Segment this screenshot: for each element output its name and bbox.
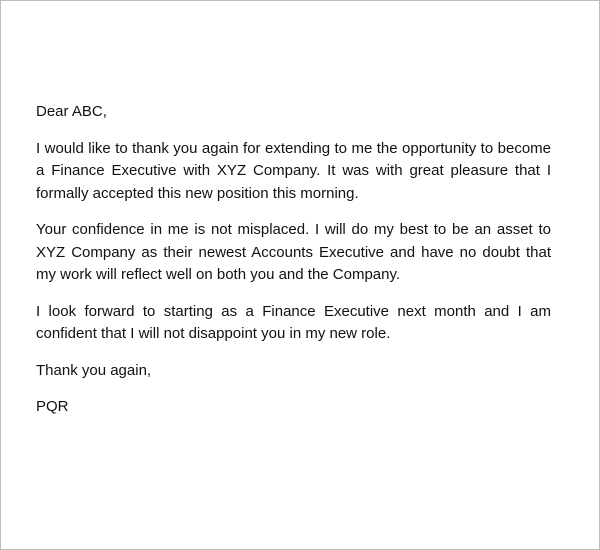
letter-paragraph-2: Your confidence in me is not misplaced. I will do my best to be an asset to XYZ Company as their newest Accounts Executive and have no doubt that my work will reflect well on both you and the Company. [36,221,551,283]
signature: PQR [36,398,69,415]
letter-paragraph-3: I look forward to starting as a Finance Executive next month and I am confident that I will not disappoint you in my new role. [36,302,551,342]
closing: Thank you again, [36,361,152,379]
salutation: Dear ABC, [36,103,107,120]
letter-paragraph-1: I would like to thank you again for extending to me the opportunity to become a Finance Executive with XYZ Company. It was with great pleasure that I formally accepted this new position this morning. [36,139,551,202]
letter-body [36,101,551,433]
